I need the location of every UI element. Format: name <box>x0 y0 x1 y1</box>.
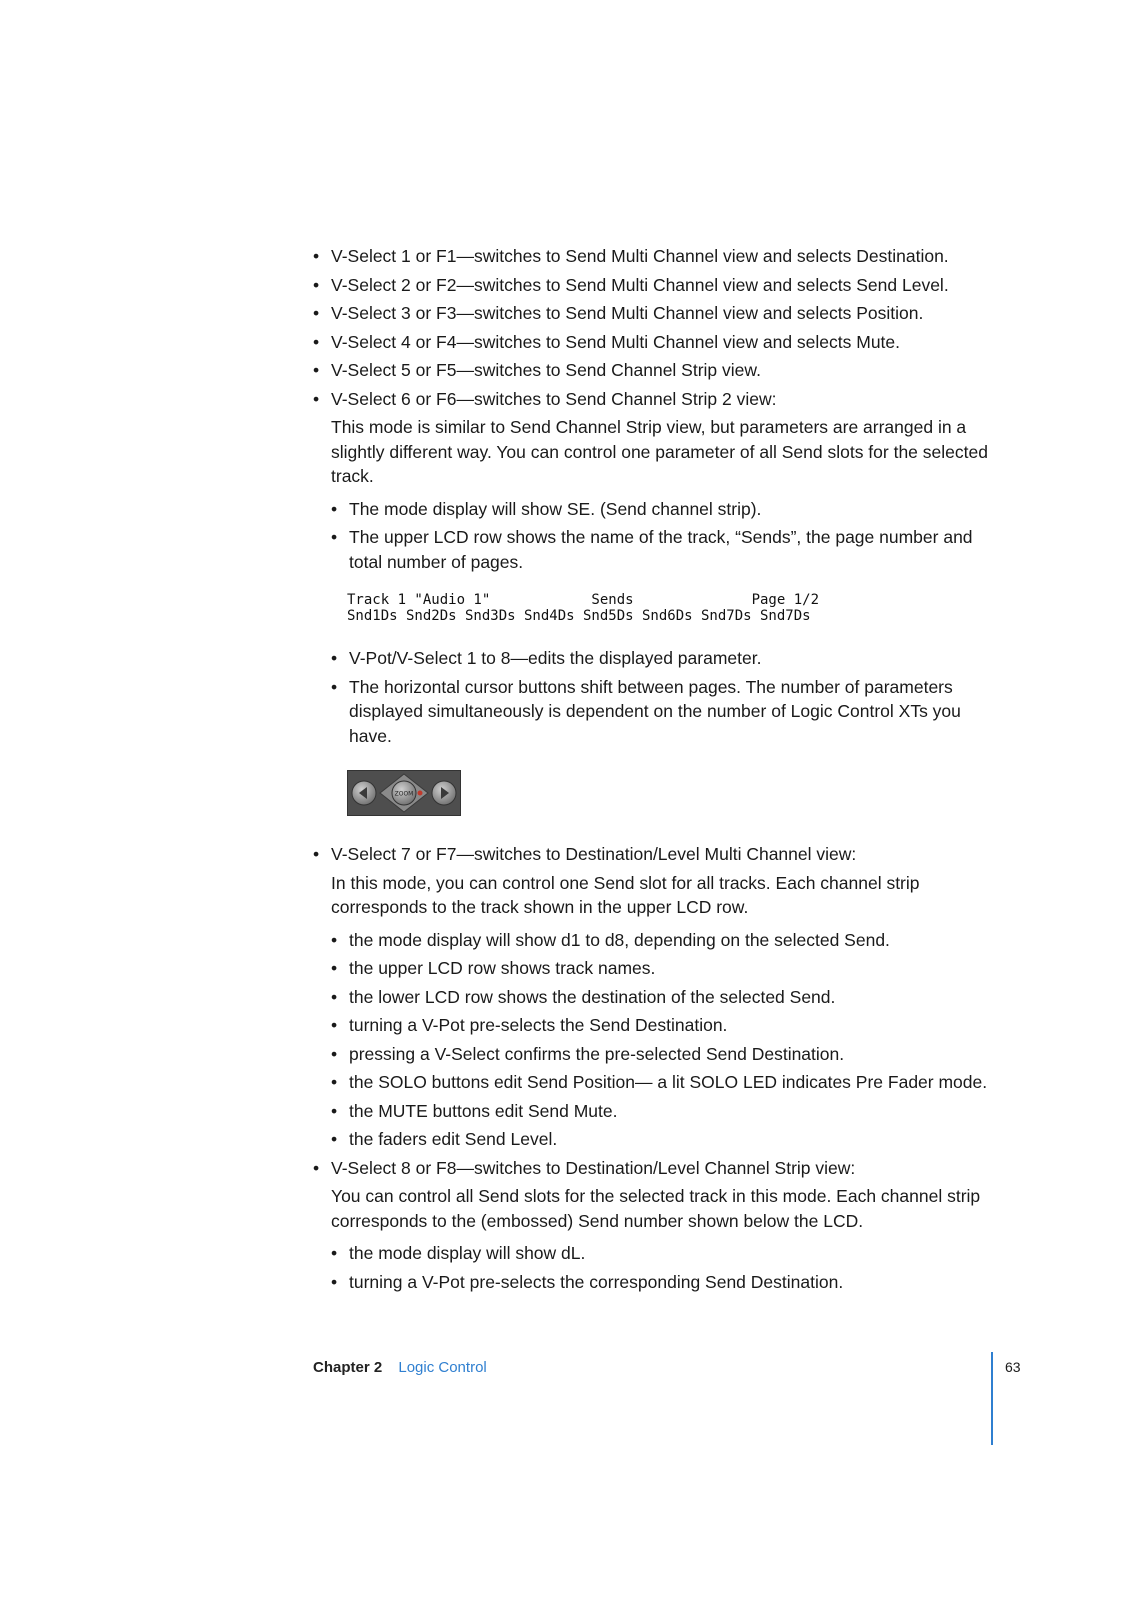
sub-list-item: • the faders edit Send Level. <box>313 1127 1003 1152</box>
cursor-zoom-buttons-image <box>347 770 461 816</box>
zoom-label: ZOOM <box>394 790 414 798</box>
description-paragraph: This mode is similar to Send Channel Strip view, but parameters are arranged in a slightly different way. You can control one parameter of all Send slots for the selected track. <box>331 417 988 486</box>
sub-list-item: • the mode display will show dL. <box>313 1241 1003 1266</box>
sub-list-item: • the upper LCD row shows track names. <box>313 956 1003 981</box>
list-item: • V-Select 1 or F1—switches to Send Multi Channel view and selects Destination. <box>313 244 1003 269</box>
sub-list-item: • V-Pot/V-Select 1 to 8—edits the displayed parameter. <box>313 646 1003 671</box>
lcd-display <box>347 592 1003 624</box>
list-item: • V-Select 5 or F5—switches to Send Channel Strip view. <box>313 358 1003 383</box>
sub-list-item: • turning a V-Pot pre-selects the corresponding Send Destination. <box>313 1270 1003 1295</box>
list-item: • V-Select 2 or F2—switches to Send Multi Channel view and selects Send Level. <box>313 273 1003 298</box>
page-footer <box>313 1359 487 1376</box>
list-item: • V-Select 3 or F3—switches to Send Multi Channel view and selects Position. <box>313 301 1003 326</box>
lcd-row-lower: Snd1Ds Snd2Ds Snd3Ds Snd4Ds Snd5Ds Snd6Ds Snd7Ds Snd7Ds <box>347 608 811 624</box>
sub-list-item: • The horizontal cursor buttons shift between pages. The number of parameters displayed simultaneously is dependent on the number of Logic Control XTs you have. <box>313 675 1003 749</box>
description-paragraph: In this mode, you can control one Send slot for all tracks. Each channel strip corresponds to the track shown in the upper LCD row. <box>331 872 920 917</box>
list-item: • V-Select 6 or F6—switches to Send Channel Strip 2 view: <box>313 387 1003 412</box>
page-content <box>313 244 1003 1298</box>
list-item: • V-Select 4 or F4—switches to Send Multi Channel view and selects Mute. <box>313 330 1003 355</box>
sub-list-item: • the lower LCD row shows the destination of the selected Send. <box>313 985 1003 1010</box>
chapter-number: Chapter 2 <box>313 1359 383 1376</box>
sub-list-item: • The upper LCD row shows the name of the track, “Sends”, the page number and total number of pages. <box>313 525 1003 574</box>
sub-list-item: • pressing a V-Select confirms the pre-selected Send Destination. <box>313 1042 1003 1067</box>
sub-list-item: • The mode display will show SE. (Send channel strip). <box>313 497 1003 522</box>
lcd-row-upper: Track 1 "Audio 1" Sends Page 1/2 <box>347 592 820 608</box>
list-item: • V-Select 8 or F8—switches to Destination/Level Channel Strip view: <box>313 1156 1003 1181</box>
sub-list-item: • the MUTE buttons edit Send Mute. <box>313 1099 1003 1124</box>
description-paragraph: You can control all Send slots for the selected track in this mode. Each channel strip corresponds to the (embossed) Send number shown below the LCD. <box>331 1186 981 1231</box>
sub-list-item: • the SOLO buttons edit Send Position— a lit SOLO LED indicates Pre Fader mode. <box>313 1070 1003 1095</box>
page-number: 63 <box>1005 1359 1021 1375</box>
sub-list-item: • the mode display will show d1 to d8, depending on the selected Send. <box>313 928 1003 953</box>
chapter-title: Logic Control <box>398 1359 487 1376</box>
cursor-buttons-graphic <box>348 771 460 815</box>
footer-divider <box>991 1352 993 1445</box>
list-item: • V-Select 7 or F7—switches to Destination/Level Multi Channel view: <box>313 842 1003 867</box>
sub-list-item: • turning a V-Pot pre-selects the Send Destination. <box>313 1013 1003 1038</box>
